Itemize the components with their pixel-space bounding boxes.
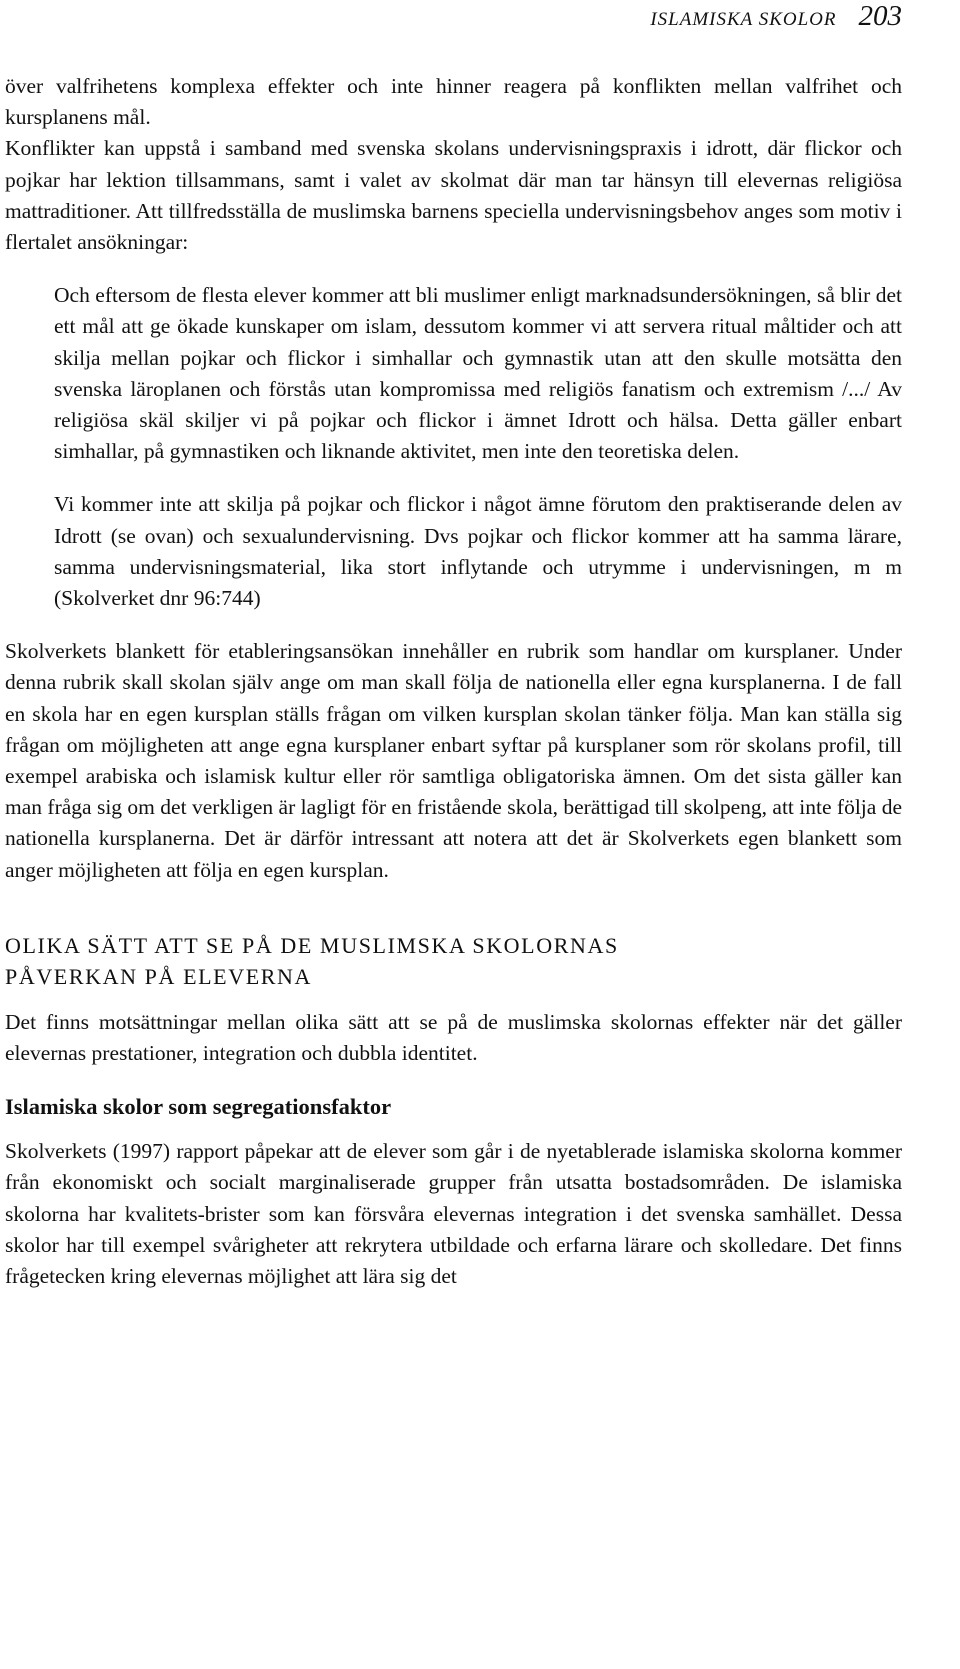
paragraph-segregation: Skolverkets (1997) rapport påpekar att de elever som går i de nyetablerade islamiska skolorna kommer från ekonomiskt och socialt marginaliserade grupper från utsatta bostadsområden. De islamiska skolorna har kvalitets-brister som kan försvåra elevernas integration i det svenska samhället. Dessa skolor har till exempel svårigheter att rekrytera utbildade och erfarna lärare och skolledare. Det finns frågetecken kring elevernas möjlighet att lära sig det — [5, 1139, 902, 1289]
running-head — [650, 0, 902, 40]
spacer — [5, 258, 902, 280]
spacer — [5, 467, 902, 489]
paragraph-application-form: Skolverkets blankett för etableringsansökan innehåller en rubrik som handlar om kursplaner. Under denna rubrik skall skolan själv ange om man skall följa de nationella eller egna kursplanerna. I de fall en skola har en egen kursplan ställs frågan om vilken kursplan skolan tänker följa. Man kan ställa sig frågan om möjligheten att ange egna kursplaner enbart syftar på kursplaner som rör skolans profil, till exempel arabiska och islamisk kultur eller rör samtliga obligatoriska ämnen. Om det sista gäller kan man fråga sig om det verkligen är lagligt för en fristående skola, berättigad till skolpeng, att inte följa de nationella kursplanerna. Det är därför intressant att notera att det är Skolverkets egen blankett som anger möjligheten att följa en egen kursplan. — [5, 639, 902, 882]
paragraph-contradictions: Det finns motsättningar mellan olika sätt att se på de muslimska skolornas effekter när det gäller elevernas prestationer, integration och dubbla identitet. — [5, 1009, 902, 1066]
section-heading — [5, 930, 902, 993]
spacer — [5, 886, 902, 930]
spacer — [5, 1069, 902, 1091]
body-text — [5, 71, 902, 1292]
paragraph-conflicts: Konflikter kan uppstå i samband med svenska skolans undervisningspraxis i idrott, där flickor och pojkar har lektion tillsammans, samt i valet av skolmat där man tar hänsyn till elevernas religiösa mattraditioner. Att tillfredsställa de muslimska barnens speciella undervisningsbehov anges som motiv i flertalet ansökningar: — [5, 136, 902, 255]
section-heading-line-2: PÅVERKAN PÅ ELEVERNA — [5, 964, 312, 990]
running-title: ISLAMISKA SKOLOR — [650, 9, 837, 30]
spacer — [5, 1122, 902, 1136]
spacer — [5, 993, 902, 1007]
block-quote-1: Och eftersom de flesta elever kommer att bli muslimer enligt marknadsundersökningen, så blir det ett mål att ge ökade kunskaper om islam, dessutom kommer vi att servera ritual måltider och att skilja mellan pojkar och flickor i simhallar och gymnastik utan att den skulle motsätta den svenska läroplanen och förstås utan kompromissa med religiös fanatism och extremism /.../ Av religiösa skäl skiljer vi på pojkar och flickor i ämnet Idrott och hälsa. Detta gäller enbart simhallar, på gymnastiken och liknande aktivitet, men inte den teoretiska delen. — [54, 283, 902, 464]
spacer — [5, 614, 902, 636]
subsection-heading: Islamiska skolor som segregationsfaktor — [5, 1094, 392, 1120]
paragraph-continuation: över valfrihetens komplexa effekter och inte hinner reagera på konflikten mellan valfrihet och kursplanens mål. — [5, 74, 902, 130]
section-heading-line-1: OLIKA SÄTT ATT SE PÅ DE MUSLIMSKA SKOLORNAS — [5, 932, 619, 958]
block-quote-2: Vi kommer inte att skilja på pojkar och flickor i något ämne förutom den praktiserande delen av Idrott (se ovan) och sexualundervisning. Dvs pojkar och flickor kommer att ha samma lärare, samma undervisningsmaterial, lika stort inflytande och utrymme i undervisningen, m m (Skolverket dnr 96:744) — [54, 492, 902, 611]
page-number: 203 — [858, 0, 902, 32]
